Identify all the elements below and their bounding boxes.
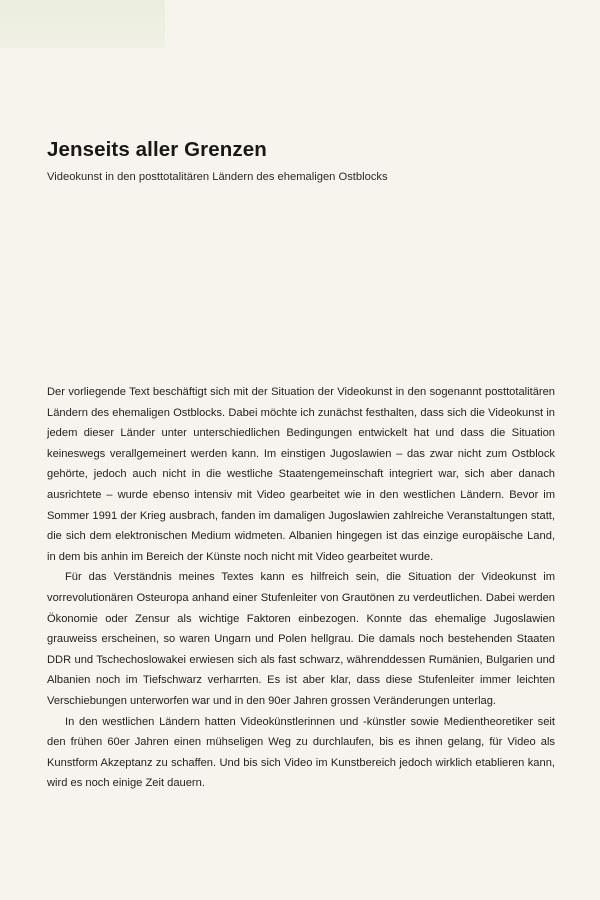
page-title: Jenseits aller Grenzen [47,138,267,161]
paragraph-2: Für das Verständnis meines Textes kann es hilfreich sein, die Situation der Videokunst im vorrevolutionären Osteuropa anhand einer Stufenleiter von Grautönen zu verdeutlichen. Dabei werden Ökonomie oder Zensur als wichtige Faktoren einbezogen. Konnte das ehemalige Jugoslawien grauweiss erscheinen, so waren Ungarn und Polen hellgrau. Die damals noch bestehenden Staaten DDR und Tschechoslowakei erwiesen sich als fast schwarz, währenddessen Rumänien, Bulgarien und Albanien noch im Tiefschwarz verharrten. Es ist aber klar, dass diese Stufenleiter immer leichten Verschiebungen unterworfen war und in den 90er Jahren grossen Veränderungen unterlag. [47,571,555,707]
page-corner-mark [0,0,165,48]
heading-block [47,138,567,183]
paragraph-1: Der vorliegende Text beschäftigt sich mit der Situation der Videokunst in den sogenannt posttotalitären Ländern des ehemaligen Ostblocks. Dabei möchte ich zunächst festhalten, dass sich die Videokunst in jedem dieser Länder unter unterschiedlichen Bedingungen entwickelt hat und dass die Situation keineswegs verallgemeinert werden kann. Im einstigen Jugoslawien – das zwar nicht zum Ostblock gehörte, jedoch auch nicht in die westliche Staatengemeinschaft integriert war, sich aber danach ausrichtete – wurde ebenso intensiv mit Video gearbeitet wie in den westlichen Ländern. Bevor im Sommer 1991 der Krieg ausbrach, fanden im damaligen Jugoslawien zahlreiche Veranstaltungen statt, die sich dem elektronischen Medium widmeten. Albanien hingegen ist das einzige europäische Land, in dem bis anhin im Bereich der Künste noch nicht mit Video gearbeitet wurde. [47,386,555,563]
paragraph-3: In den westlichen Ländern hatten Videokünstlerinnen und -künstler sowie Medientheoretiker seit den frühen 60er Jahren einen mühseligen Weg zu durchlaufen, bis es ihnen gelang, für Video als Kunstform Akzeptanz zu schaffen. Und bis sich Video im Kunstbereich jedoch wirklich etablieren kann, wird es noch einige Zeit dauern. [47,715,555,790]
page-subtitle: Videokunst in den posttotalitären Ländern des ehemaligen Ostblocks [47,171,388,183]
body-text [47,382,555,794]
